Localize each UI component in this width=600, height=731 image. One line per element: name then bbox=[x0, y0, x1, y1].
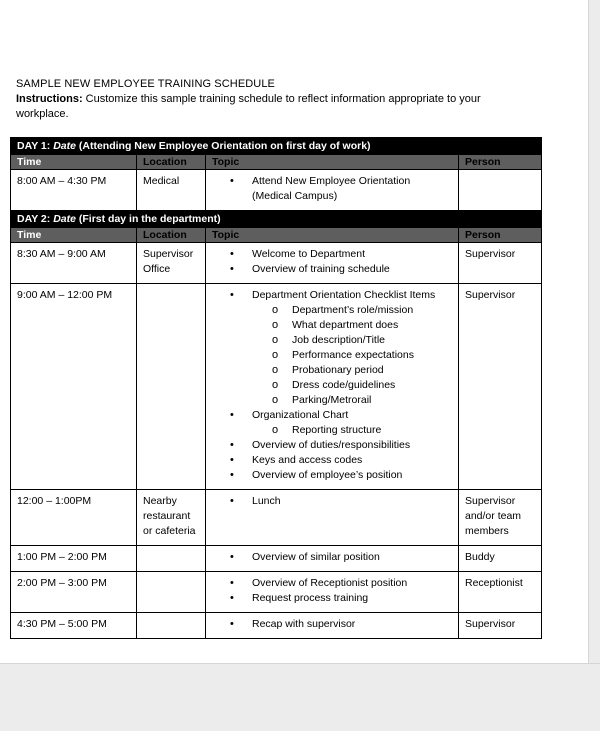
topic-text: Recap with supervisor bbox=[252, 618, 356, 630]
topic-cell bbox=[206, 572, 459, 613]
subtopic-item: o Dress code/guidelines bbox=[292, 378, 452, 393]
time-cell: 8:00 AM – 4:30 PM bbox=[11, 170, 137, 211]
location-cell bbox=[137, 546, 206, 572]
person-cell: Supervisor and/or team members bbox=[459, 490, 542, 546]
topic-list bbox=[212, 576, 452, 606]
person-cell: Supervisor bbox=[459, 613, 542, 639]
column-header-row bbox=[11, 155, 542, 170]
column-header-location: Location bbox=[137, 228, 206, 243]
topic-text: Organizational Chart bbox=[252, 409, 349, 421]
subtopic-item: o Parking/Metrorail bbox=[292, 393, 452, 408]
column-header-person: Person bbox=[459, 228, 542, 243]
location-cell: Supervisor Office bbox=[137, 243, 206, 284]
day-label bbox=[11, 138, 542, 155]
topic-list bbox=[212, 174, 452, 204]
day-label-prefix: DAY 1: bbox=[17, 140, 54, 152]
column-header-time: Time bbox=[11, 228, 137, 243]
time-cell: 4:30 PM – 5:00 PM bbox=[11, 613, 137, 639]
topic-text: Attend New Employee Orientation (Medical Campus) bbox=[252, 175, 411, 202]
column-header-time: Time bbox=[11, 155, 137, 170]
person-cell: Receptionist bbox=[459, 572, 542, 613]
table-row bbox=[11, 546, 542, 572]
topic-item bbox=[252, 408, 452, 438]
time-cell: 8:30 AM – 9:00 AM bbox=[11, 243, 137, 284]
viewer-right-edge bbox=[588, 0, 600, 730]
topic-text: Overview of duties/responsibilities bbox=[252, 439, 411, 451]
day-label-prefix: DAY 2: bbox=[17, 213, 54, 225]
person-cell: Buddy bbox=[459, 546, 542, 572]
person-cell: Supervisor bbox=[459, 243, 542, 284]
subtopic-item: o Reporting structure bbox=[292, 423, 452, 438]
topic-item bbox=[252, 468, 452, 483]
topic-text: Welcome to Department bbox=[252, 248, 366, 260]
day-label-date: Date bbox=[53, 140, 76, 152]
day-label bbox=[11, 211, 542, 228]
topic-cell bbox=[206, 546, 459, 572]
topic-item bbox=[252, 617, 452, 632]
column-header-row bbox=[11, 228, 542, 243]
subtopic-item: o Job description/Title bbox=[292, 333, 452, 348]
table-row bbox=[11, 284, 542, 490]
topic-item bbox=[252, 550, 452, 565]
training-schedule-table bbox=[10, 137, 542, 639]
day-label-rest: (Attending New Employee Orientation on first day of work) bbox=[75, 140, 371, 152]
subtopic-item: o Probationary period bbox=[292, 363, 452, 378]
topic-text: Department Orientation Checklist Items bbox=[252, 289, 436, 301]
subtopic-item: o Performance expectations bbox=[292, 348, 452, 363]
topic-item bbox=[252, 174, 452, 204]
instructions bbox=[16, 92, 516, 122]
column-header-topic: Topic bbox=[206, 155, 459, 170]
topic-text: Keys and access codes bbox=[252, 454, 363, 466]
table-row bbox=[11, 613, 542, 639]
time-cell: 2:00 PM – 3:00 PM bbox=[11, 572, 137, 613]
location-cell bbox=[137, 613, 206, 639]
topic-item bbox=[252, 247, 452, 262]
column-header-topic: Topic bbox=[206, 228, 459, 243]
topic-item bbox=[252, 438, 452, 453]
subtopic-list bbox=[252, 423, 452, 438]
topic-item bbox=[252, 453, 452, 468]
time-cell: 12:00 – 1:00PM bbox=[11, 490, 137, 546]
location-cell bbox=[137, 284, 206, 490]
topic-text: Lunch bbox=[252, 495, 281, 507]
topic-text: Request process training bbox=[252, 592, 369, 604]
subtopic-item: o What department does bbox=[292, 318, 452, 333]
topic-cell bbox=[206, 170, 459, 211]
topic-cell bbox=[206, 243, 459, 284]
table-row bbox=[11, 490, 542, 546]
time-cell: 1:00 PM – 2:00 PM bbox=[11, 546, 137, 572]
topic-cell bbox=[206, 613, 459, 639]
day-header-row bbox=[11, 138, 542, 155]
topic-text: Overview of employee’s position bbox=[252, 469, 403, 481]
column-header-location: Location bbox=[137, 155, 206, 170]
location-cell: Medical bbox=[137, 170, 206, 211]
topic-list bbox=[212, 288, 452, 483]
person-cell bbox=[459, 170, 542, 211]
topic-list bbox=[212, 550, 452, 565]
subtopic-list bbox=[252, 303, 452, 408]
person-cell: Supervisor bbox=[459, 284, 542, 490]
day-label-rest: (First day in the department) bbox=[75, 213, 221, 225]
column-header-person: Person bbox=[459, 155, 542, 170]
topic-list bbox=[212, 494, 452, 509]
table-row bbox=[11, 572, 542, 613]
location-cell: Nearby restaurant or cafeteria bbox=[137, 490, 206, 546]
instructions-label: Instructions: bbox=[16, 93, 83, 105]
topic-text: Overview of Receptionist position bbox=[252, 577, 408, 589]
topic-item bbox=[252, 494, 452, 509]
table-row bbox=[11, 243, 542, 284]
topic-item bbox=[252, 288, 452, 408]
table-row bbox=[11, 170, 542, 211]
day-label-date: Date bbox=[53, 213, 76, 225]
topic-text: Overview of similar position bbox=[252, 551, 380, 563]
subtopic-item: o Department’s role/mission bbox=[292, 303, 452, 318]
topic-cell bbox=[206, 284, 459, 490]
instructions-text: Customize this sample training schedule to reflect information appropriate to your workplace. bbox=[16, 93, 481, 120]
day-header-row bbox=[11, 211, 542, 228]
topic-item bbox=[252, 262, 452, 277]
document-title: SAMPLE NEW EMPLOYEE TRAINING SCHEDULE bbox=[16, 78, 275, 90]
topic-text: Overview of training schedule bbox=[252, 263, 390, 275]
topic-cell bbox=[206, 490, 459, 546]
topic-list bbox=[212, 247, 452, 277]
topic-item bbox=[252, 591, 452, 606]
topic-item bbox=[252, 576, 452, 591]
viewer-bottom-edge bbox=[0, 663, 600, 731]
location-cell bbox=[137, 572, 206, 613]
time-cell: 9:00 AM – 12:00 PM bbox=[11, 284, 137, 490]
topic-list bbox=[212, 617, 452, 632]
